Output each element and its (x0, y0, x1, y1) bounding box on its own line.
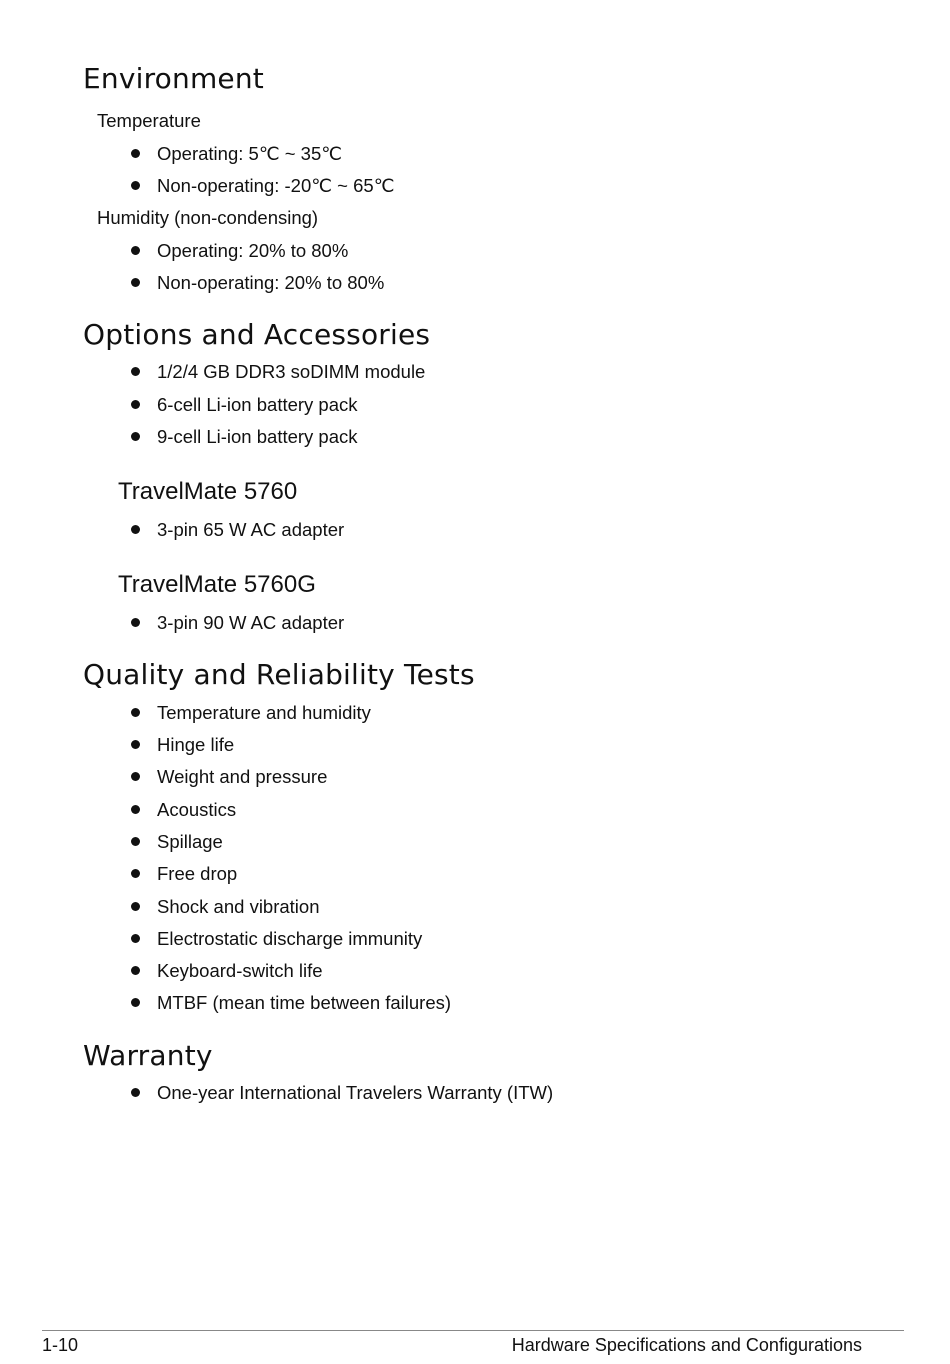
bullet-icon (131, 998, 140, 1007)
list-item (131, 734, 234, 756)
bullet-icon (131, 149, 140, 158)
bullet-icon (131, 708, 140, 717)
bullet-icon (131, 181, 140, 190)
bullet-icon (131, 837, 140, 846)
list-item-text: Non-operating: -20℃ ~ 65℃ (157, 175, 395, 196)
bullet-icon (131, 1088, 140, 1097)
list-item-text: One-year International Travelers Warranty (ITW) (157, 1082, 554, 1103)
bullet-icon (131, 525, 140, 534)
bullet-icon (131, 805, 140, 814)
list-item (131, 1082, 553, 1104)
list-item (131, 896, 320, 918)
subsection-title-tm5760: TravelMate 5760 (118, 478, 298, 505)
list-item (131, 272, 384, 294)
list-item-text: 3-pin 65 W AC adapter (157, 519, 345, 540)
list-item (131, 992, 451, 1014)
list-item-text: Spillage (157, 831, 223, 852)
list-item (131, 143, 342, 165)
section-title-warranty: Warranty (83, 1039, 213, 1072)
list-item (131, 928, 422, 950)
temperature-label: Temperature (97, 110, 201, 131)
list-item-text: MTBF (mean time between failures) (157, 992, 452, 1013)
list-item (131, 799, 236, 821)
list-item (131, 519, 344, 541)
list-item-text: Keyboard-switch life (157, 960, 323, 981)
humidity-label: Humidity (non-condensing) (97, 207, 319, 228)
list-item-text: 1/2/4 GB DDR3 soDIMM module (157, 361, 426, 382)
list-item-text: Shock and vibration (157, 896, 320, 917)
list-item-text: Temperature and humidity (157, 702, 371, 723)
bullet-icon (131, 934, 140, 943)
bullet-icon (131, 618, 140, 627)
chapter-title: Hardware Specifications and Configurations (511, 1335, 862, 1355)
list-item (131, 394, 358, 416)
list-item (131, 240, 348, 262)
subsection-title-tm5760g: TravelMate 5760G (118, 571, 316, 598)
bullet-icon (131, 966, 140, 975)
list-item (131, 702, 371, 724)
bullet-icon (131, 432, 140, 441)
section-title-environment: Environment (83, 62, 264, 95)
bullet-icon (131, 869, 140, 878)
list-item-text: Non-operating: 20% to 80% (157, 272, 385, 293)
list-item (131, 831, 223, 853)
bullet-icon (131, 772, 140, 781)
bullet-icon (131, 902, 140, 911)
bullet-icon (131, 400, 140, 409)
list-item-text: Operating: 20% to 80% (157, 240, 349, 261)
list-item (131, 175, 394, 197)
list-item (131, 960, 323, 982)
page-number: 1-10 (42, 1335, 79, 1355)
list-item-text: 6-cell Li-ion battery pack (157, 394, 358, 415)
bullet-icon (131, 367, 140, 376)
list-item (131, 426, 358, 448)
bullet-icon (131, 278, 140, 287)
list-item-text: Weight and pressure (157, 766, 328, 787)
bullet-icon (131, 246, 140, 255)
section-title-quality: Quality and Reliability Tests (83, 658, 475, 691)
list-item-text: Acoustics (157, 799, 237, 820)
bullet-icon (131, 740, 140, 749)
footer-divider (42, 1330, 904, 1331)
list-item-text: Electrostatic discharge immunity (157, 928, 423, 949)
list-item (131, 612, 344, 634)
section-title-options: Options and Accessories (83, 318, 431, 351)
list-item-text: 9-cell Li-ion battery pack (157, 426, 358, 447)
list-item (131, 766, 327, 788)
list-item-text: Free drop (157, 863, 238, 884)
list-item-text: Hinge life (157, 734, 235, 755)
list-item-text: Operating: 5℃ ~ 35℃ (157, 143, 343, 164)
list-item-text: 3-pin 90 W AC adapter (157, 612, 345, 633)
list-item (131, 361, 425, 383)
list-item (131, 863, 237, 885)
